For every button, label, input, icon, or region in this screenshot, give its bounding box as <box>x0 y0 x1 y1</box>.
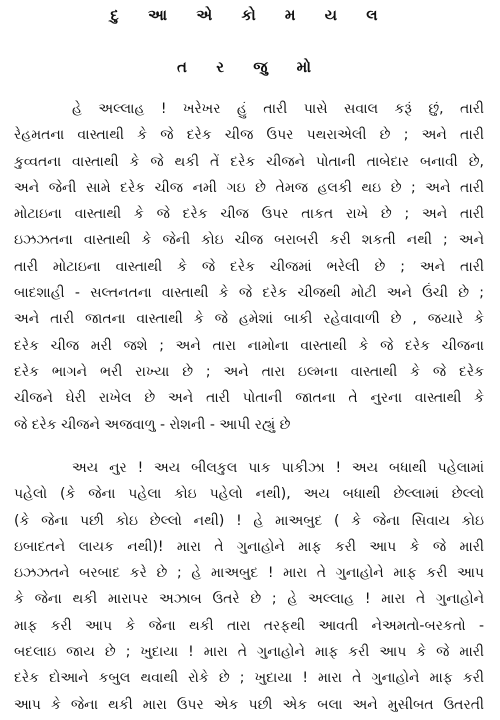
text-line: માફ કરી આપ કે જેના થકી તારા તરફથી આવતી નેઅમતો-બરકતો - <box>14 617 484 634</box>
text-line: અય નુર ! અય બીલકુલ પાક પાકીઝા ! અય બધાથી પહેલામાં <box>72 460 484 476</box>
text-line: જે દરેક ચીજને અજવાળુ - રોશની - આપી રહ્યું છે <box>14 416 291 433</box>
paragraph-1 <box>14 96 484 438</box>
text-line: ઇઝઝતને બરબાદ કરે છે ; હે માઅબુદ ! મારા તે ગુનાહોને માફ કરી આપ <box>14 565 484 582</box>
text-line: કુવ્વતના વાસ્તાથી કે જે થકી તેં દરેક ચીજને પોતાની તાબેદાર બનાવી છે, <box>14 153 484 170</box>
text-line: (કે જેના પછી કોઇ છેલ્લો નથી) ! હે માઅબુદ ( કે જેના સિવાય કોઇ <box>14 512 484 529</box>
text-line: ઇઝઝતના વાસ્તાથી કે જેની કોઇ ચીજ બરાબરી કરી શકતી નથી ; અને <box>14 232 484 249</box>
page-title: દુ આ એ કો મ ય લ <box>110 6 390 24</box>
text-line: તારી મોટાઇના વાસ્તાથી કે જે દરેક ચીજમાં ભરેલી છે ; અને તારી <box>14 258 484 275</box>
text-line: રેહમતના વાસ્તાથી કે જે દરેક ચીજ ઉપર પથરાએલી છે ; અને તારી <box>14 127 484 144</box>
text-line: ચીજને ઘેરી રાખેલ છે અને તારી પોતાની જાતના તે નુરના વાસ્તાથી કે <box>14 390 484 407</box>
text-line: પહેલો (કે જેના પહેલા કોઇ પહેલો નથી), અય બધાથી છેલ્લામાં છેલ્લો <box>14 486 484 503</box>
paragraph-2 <box>14 455 484 718</box>
text-line: દરેક ભાગને ભરી રાખ્યા છે ; અને તારા ઇલ્મના વાસ્તાથી કે જે દરેક <box>14 363 484 380</box>
text-line: અને તારી જાતના વાસ્તાથી કે જે હમેશાં બાકી રહેવાવાળી છે , જયારે કે <box>14 311 484 328</box>
text-line: દરેક ચીજ મરી જશે ; અને તારા નામોના વાસ્તાથી કે જે દરેક ચીજના <box>14 337 484 354</box>
text-line: કે જેના થકી મારાપર અઝાબ ઉતરે છે ; હે અલ્લાહ ! મારા તે ગુનાહોને <box>14 591 484 608</box>
page-subtitle: ત ર જુ મો <box>177 58 323 76</box>
text-line: આપ કે જેના થકી મારા ઉપર એક પછી એક બલા અને મુસીબત ઉતરતી <box>14 696 484 713</box>
text-line: મોટાઇના વાસ્તાથી કે જે દરેક ચીજ ઉપર તાકત રાખે છે ; અને તારી <box>14 206 484 223</box>
text-line: ઇબાદતને લાયક નથી)! મારા તે ગુનાહોને માફ કરી આપ કે જે મારી <box>14 538 484 555</box>
text-line: બાદશાહી - સલ્તનતના વાસ્તાથી કે જે દરેક ચીજથી મોટી અને ઉંચી છે ; <box>14 285 484 302</box>
text-line: હે અલ્લાહ ! ખરેખર હું તારી પાસે સવાલ કરૂં છું, તારી <box>72 101 484 117</box>
text-line: દરેક દોઆને કબુલ થવાથી રોકે છે ; ખુદાયા ! મારા તે ગુનાહોને માફ કરી <box>14 670 484 687</box>
text-line: બદલાઇ જાય છે ; ખુદાયા ! મારા તે ગુનાહોને માફ કરી આપ કે જે મારી <box>14 644 484 661</box>
text-line: અને જેની સામે દરેક ચીજ નમી ગઇ છે તેમજ હલકી થઇ છે ; અને તારી <box>14 179 484 196</box>
